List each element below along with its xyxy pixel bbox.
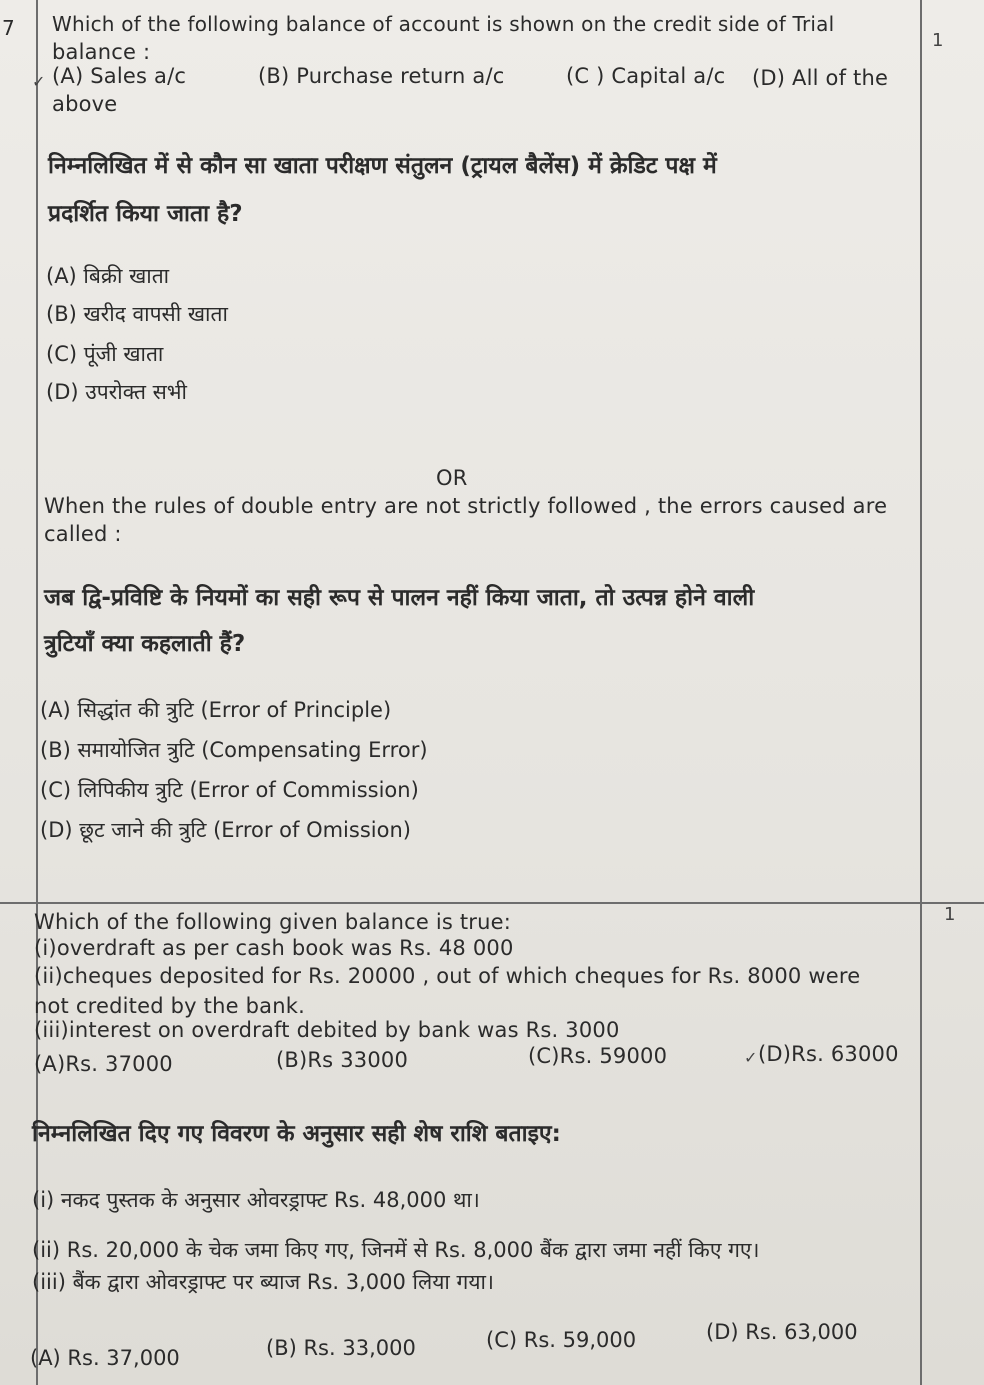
q8-en-line2: (i)overdraft as per cash book was Rs. 48 000 — [34, 936, 514, 960]
q8-hi-line2: (ii) Rs. 20,000 के चेक जमा किए गए, जिनमें से Rs. 8,000 बैंक द्वारा जमा नहीं किए गए। — [32, 1238, 760, 1262]
q8-hi-line1: (i) नकद पुस्तक के अनुसार ओवरड्राफ्ट Rs. 48,000 था। — [32, 1188, 480, 1212]
q7-en-line2: balance : — [52, 40, 151, 64]
q8-en-line4: not credited by the bank. — [34, 994, 305, 1018]
or-label: OR — [436, 466, 468, 490]
tick-mark: ✓ — [32, 72, 46, 91]
q8-marks: 1 — [944, 904, 956, 925]
q7-hi-option-a: (A) बिक्री खाता — [46, 264, 170, 288]
q7-alt-option-a: (A) सिद्धांत की त्रुटि (Error of Principle) — [40, 698, 392, 722]
q7-option-a: (A) Sales a/c — [52, 64, 187, 88]
q7-option-d-wrap: above — [52, 92, 118, 116]
q7-en-line1: Which of the following balance of account is shown on the credit side of Trial — [52, 12, 835, 36]
tick-mark-q8: ✓ — [744, 1048, 758, 1067]
q7-alt-option-b: (B) समायोजित त्रुटि (Compensating Error) — [40, 738, 428, 762]
q7-hi-line2: प्रदर्शित किया जाता है? — [48, 201, 243, 227]
q7-alt-en-line1: When the rules of double entry are not strictly followed , the errors caused are — [44, 494, 888, 518]
q7-option-b: (B) Purchase return a/c — [258, 64, 505, 88]
q7-alt-option-c: (C) लिपिकीय त्रुटि (Error of Commission) — [40, 778, 419, 802]
q7-hi-line1: निम्नलिखित में से कौन सा खाता परीक्षण संतुलन (ट्रायल बैलेंस) में क्रेडिट पक्ष में — [48, 153, 717, 179]
q8-hi-option-c: (C) Rs. 59,000 — [486, 1328, 637, 1352]
q8-hi-title: निम्नलिखित दिए गए विवरण के अनुसार सही शेष राशि बताइए: — [32, 1121, 561, 1147]
q8-hi-line3: (iii) बैंक द्वारा ओवरड्राफ्ट पर ब्याज Rs. 3,000 लिया गया। — [32, 1270, 494, 1294]
q8-en-line3: (ii)cheques deposited for Rs. 20000 , out of which cheques for Rs. 8000 were — [34, 964, 861, 988]
q8-en-line1: Which of the following given balance is true: — [34, 910, 512, 934]
q7-option-d: (D) All of the — [752, 66, 889, 90]
q7-alt-hi-line1: जब द्वि-प्रविष्टि के नियमों का सही रूप से पालन नहीं किया जाता, तो उत्पन्न होने वाली — [44, 585, 755, 611]
q8-option-a: (A)Rs. 37000 — [34, 1052, 173, 1076]
left-column-border — [36, 0, 38, 1385]
q7-alt-hi-line2: त्रुटियाँ क्या कहलाती हैं? — [44, 631, 246, 657]
q7-alt-option-d: (D) छूट जाने की त्रुटि (Error of Omission) — [40, 818, 411, 842]
q8-en-line5: (iii)interest on overdraft debited by bank was Rs. 3000 — [34, 1018, 620, 1042]
q8-option-d: (D)Rs. 63000 — [758, 1042, 899, 1066]
q7-marks: 1 — [932, 30, 944, 51]
q8-hi-option-a: (A) Rs. 37,000 — [30, 1346, 180, 1370]
right-column-border — [920, 0, 922, 1385]
q8-option-c: (C)Rs. 59000 — [528, 1044, 668, 1068]
q7-hi-option-c: (C) पूंजी खाता — [46, 342, 164, 366]
q7-hi-option-b: (B) खरीद वापसी खाता — [46, 302, 228, 326]
q7-hi-option-d: (D) उपरोक्त सभी — [46, 380, 187, 404]
q8-hi-option-b: (B) Rs. 33,000 — [266, 1336, 416, 1360]
question-separator — [0, 902, 984, 904]
q7-alt-en-line2: called : — [44, 522, 122, 546]
q8-hi-option-d: (D) Rs. 63,000 — [706, 1320, 858, 1344]
q8-option-b: (B)Rs 33000 — [276, 1048, 409, 1072]
question-number: 7 — [2, 16, 15, 40]
q7-option-c: (C ) Capital a/c — [566, 64, 726, 88]
